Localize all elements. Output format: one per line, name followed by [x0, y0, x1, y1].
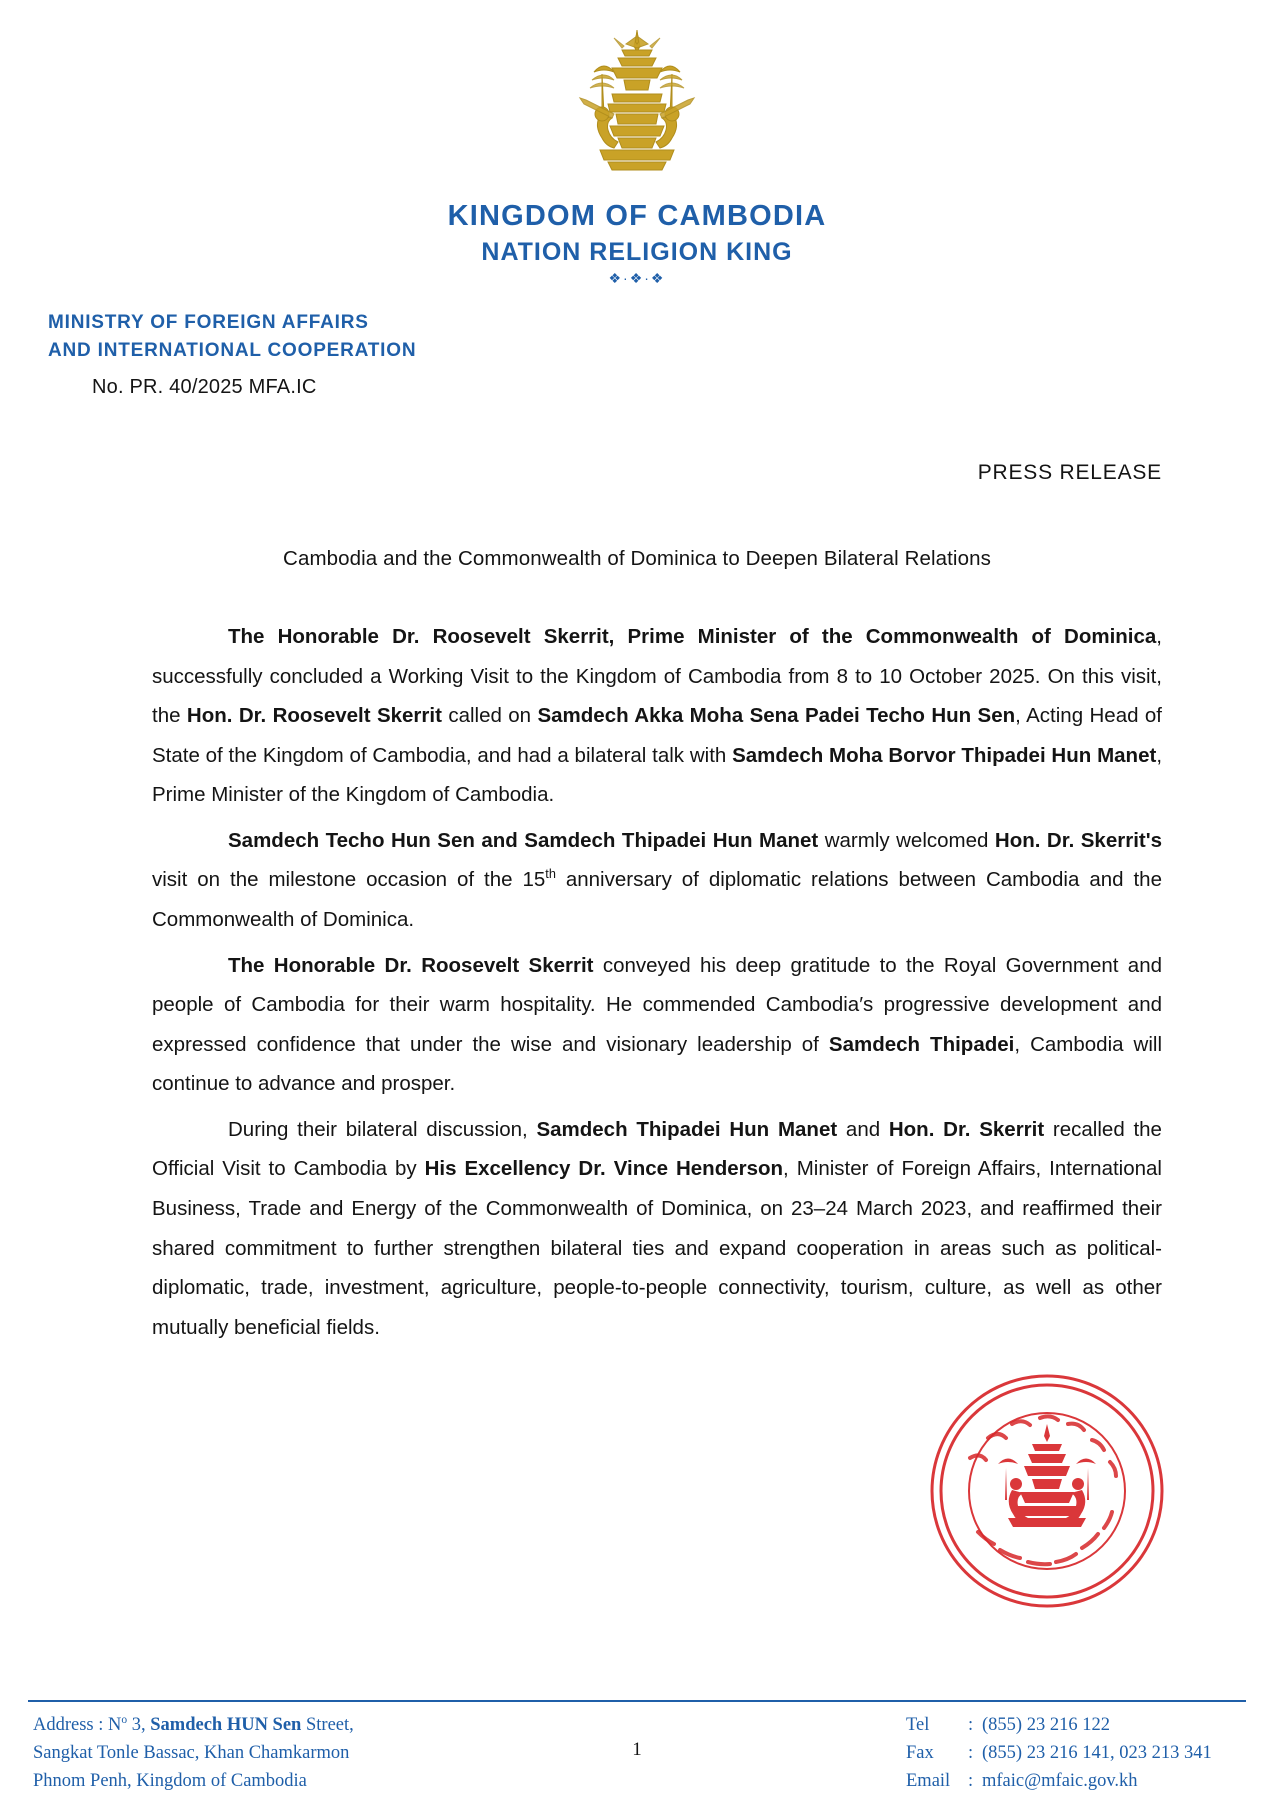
reference-number: No. PR. 40/2025 MFA.IC: [92, 376, 317, 399]
paragraph-4: During their bilateral discussion, Samdech Thipadei Hun Manet and Hon. Dr. Skerrit recalled the Official Visit to Cambodia by His Excellency Dr. Vince Henderson, Minister of Foreign Affairs, International Business, Trade and Energy of the Commonwealth of Dominica, on 23–24 March 2023, and reaffirmed their shared commitment to further strengthen bilateral ties and expand cooperation in areas such as political-diplomatic, trade, investment, agriculture, people-to-people connectivity, tourism, culture, as well as other mutually beneficial fields.: [152, 1117, 1162, 1339]
contact-label-fax: Fax: [906, 1742, 934, 1763]
address-line-2: Sangkat Tonle Bassac, Khan Chamkarmon: [33, 1742, 350, 1763]
kingdom-title: KINGDOM OF CAMBODIA: [447, 200, 827, 232]
contact-colon-email: :: [968, 1770, 974, 1791]
cambodia-royal-emblem-icon: [552, 28, 722, 193]
page-number: 1: [632, 1739, 642, 1760]
page-title: Cambodia and the Commonwealth of Dominica to Deepen Bilateral Relations: [283, 547, 991, 571]
emblem-container: [0, 0, 1274, 198]
ministry-block: [48, 309, 1274, 364]
contact-label-tel: Tel: [906, 1715, 930, 1735]
address-line-3: Phnom Penh, Kingdom of Cambodia: [33, 1770, 307, 1791]
address-line-1: Address : $N^o$ 3, Samdech HUN Sen Street,: [33, 1714, 354, 1736]
contact-value-email[interactable]: mfaic@mfaic.gov.kh: [982, 1770, 1138, 1791]
ornament-divider: ❖·❖·❖: [608, 270, 666, 286]
contact-colon-tel: :: [968, 1715, 974, 1735]
paragraph-2: Samdech Techo Hun Sen and Samdech Thipadei Hun Manet warmly welcomed Hon. Dr. Skerrit's visit on the milestone occasion of the 15th anniversary of diplomatic relations between Cambodia and the Commonwealth of Dominica.: [152, 828, 1162, 932]
document-body: [152, 617, 1162, 1347]
contact-value-tel: (855) 23 216 122: [982, 1715, 1110, 1735]
footer-contact: [906, 1712, 1236, 1795]
paragraph-1: The Honorable Dr. Roosevelt Skerrit, Prime Minister of the Commonwealth of Dominica, successfully concluded a Working Visit to the Kingdom of Cambodia from 8 to 10 October 2025. On this visit, the Hon. Dr. Roosevelt Skerrit called on Samdech Akka Moha Sena Padei Techo Hun Sen, Acting Head of State of the Kingdom of Cambodia, and had a bilateral talk with Samdech Moha Borvor Thipadei Hun Manet, Prime Minister of the Kingdom of Cambodia.: [152, 625, 1163, 807]
official-red-seal-icon: [928, 1372, 1166, 1610]
nation-motto: NATION RELIGION KING: [481, 238, 793, 266]
contact-row-email[interactable]: [906, 1768, 1236, 1796]
document-type-label: PRESS RELEASE: [977, 461, 1162, 485]
contact-value-fax: (855) 23 216 141, 023 213 341: [982, 1742, 1212, 1763]
footer-divider: [28, 1700, 1246, 1702]
ministry-line-2: AND INTERNATIONAL COOPERATION: [48, 339, 417, 361]
contact-label-email: Email: [906, 1770, 951, 1791]
contact-colon-fax: :: [968, 1742, 974, 1763]
contact-row-tel: [906, 1712, 1236, 1740]
paragraph-3: The Honorable Dr. Roosevelt Skerrit conveyed his deep gratitude to the Royal Government and people of Cambodia for their warm hospitality. He commended Cambodia′s progressive development and expressed confidence that under the wise and visionary leadership of Samdech Thipadei, Cambodia will continue to advance and prosper.: [152, 953, 1163, 1096]
ministry-line-1: MINISTRY OF FOREIGN AFFAIRS: [48, 312, 369, 333]
page-footer: [28, 1712, 1246, 1802]
contact-row-fax: [906, 1740, 1236, 1768]
